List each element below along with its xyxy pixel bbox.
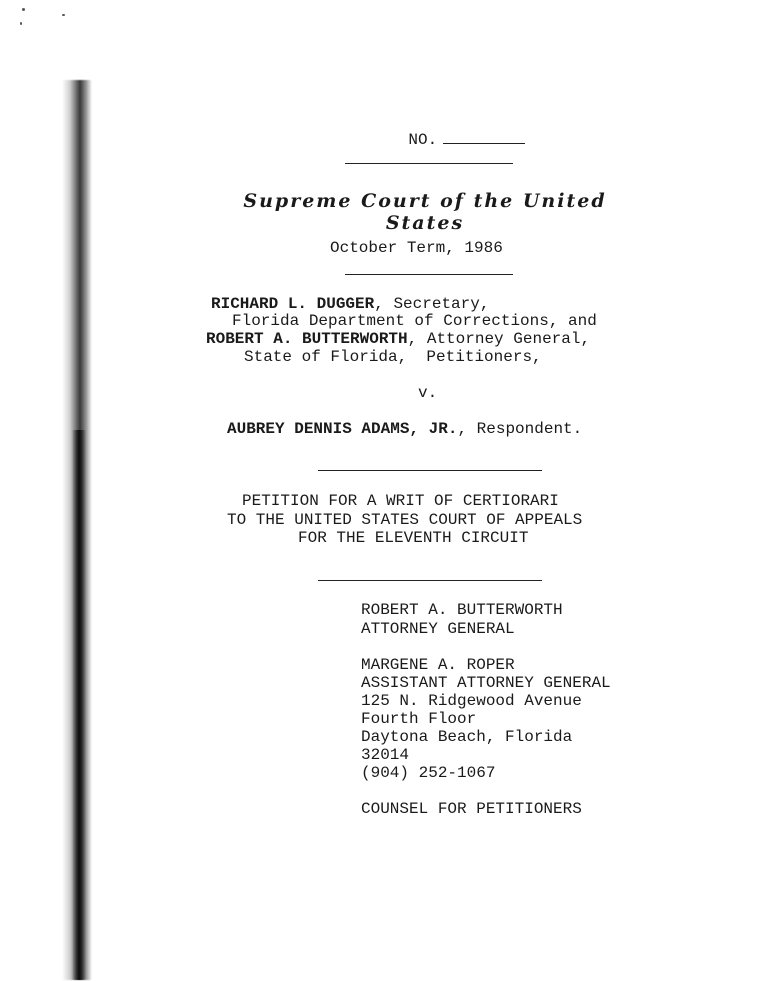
zip-code: 32014 <box>361 746 410 764</box>
scan-speck <box>22 8 25 11</box>
address-line-2: Fourth Floor <box>361 710 477 728</box>
divider <box>318 580 542 581</box>
petitioner-1-title: , Secretary, <box>374 295 490 313</box>
term: October Term, 1986 <box>330 239 503 257</box>
petitioner-2-name: ROBERT A. BUTTERWORTH <box>206 330 408 348</box>
attorney-general-name: ROBERT A. BUTTERWORTH <box>361 601 563 619</box>
address-line-3: Daytona Beach, Florida <box>361 728 573 746</box>
case-number-line <box>370 113 525 167</box>
address-line-1: 125 N. Ridgewood Avenue <box>361 692 582 710</box>
assistant-ag-name: MARGENE A. ROPER <box>361 656 515 674</box>
respondent-role: , Respondent. <box>457 420 583 438</box>
petitioner-1-name: RICHARD L. DUGGER <box>211 295 375 313</box>
petitioner-2-state: State of Florida, Petitioners, <box>244 348 542 366</box>
respondent <box>227 420 582 438</box>
petition-line-3: FOR THE ELEVENTH CIRCUIT <box>298 529 529 547</box>
petition-line-2: TO THE UNITED STATES COURT OF APPEALS <box>227 511 583 529</box>
court-name: Supreme Court of the United States <box>243 190 607 234</box>
petitioner-2 <box>206 330 590 348</box>
petitioner-1-department: Florida Department of Corrections, and <box>232 312 597 330</box>
binding-edge <box>72 430 86 980</box>
petitioner-1 <box>211 295 489 313</box>
versus: v. <box>418 384 438 402</box>
petitioner-2-title: , Attorney General, <box>407 330 591 348</box>
petition-line-1: PETITION FOR A WRIT OF CERTIORARI <box>242 492 559 510</box>
assistant-ag-title: ASSISTANT ATTORNEY GENERAL <box>361 674 611 692</box>
divider <box>345 163 513 164</box>
scan-speck <box>62 14 65 16</box>
attorney-general-title: ATTORNEY GENERAL <box>361 620 515 638</box>
case-number-label: NO. <box>408 131 438 149</box>
divider <box>318 470 542 471</box>
divider <box>345 274 513 275</box>
respondent-name: AUBREY DENNIS ADAMS, JR. <box>227 420 458 438</box>
case-number-blank <box>443 131 525 144</box>
scan-speck <box>20 22 22 25</box>
phone-number: (904) 252-1067 <box>361 764 496 782</box>
counsel-label: COUNSEL FOR PETITIONERS <box>361 800 582 818</box>
